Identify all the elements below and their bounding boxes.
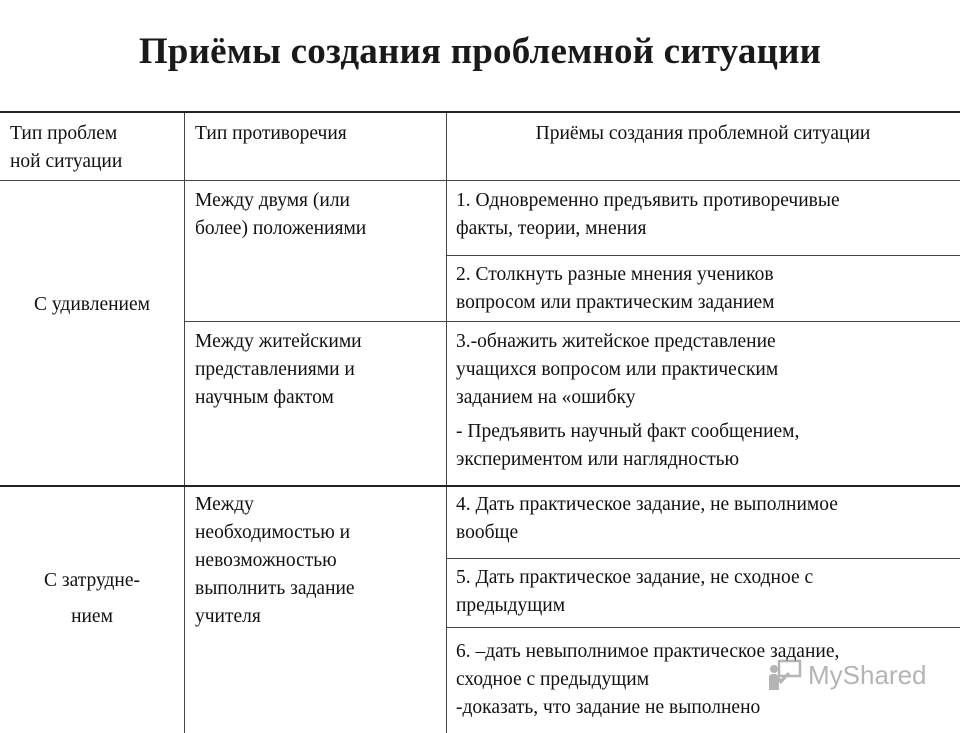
column-divider-1 — [184, 113, 185, 733]
header-row-divider — [0, 180, 960, 181]
presentation-person-icon — [768, 658, 802, 692]
header-cell-methods: Приёмы создания проблемной ситуации — [535, 123, 871, 144]
text-line: необходимостью и — [195, 522, 351, 543]
text-line: вопросом или практическим заданием — [456, 292, 775, 313]
text-line: представлениями и — [195, 359, 355, 380]
page-title: Приёмы создания проблемной ситуации — [138, 31, 822, 72]
text-line: вообще — [456, 522, 519, 543]
myshared-watermark — [768, 658, 927, 692]
method-row-divider — [446, 627, 960, 628]
method-cell-5 — [456, 564, 956, 620]
problem-type-surprise: С удивлением — [34, 294, 150, 315]
method-cell-3 — [456, 328, 956, 474]
text-line: нием — [71, 606, 113, 627]
text-line: выполнить задание — [195, 578, 355, 599]
contradiction-cell — [195, 187, 443, 243]
text-line: сходное с предыдущим — [456, 669, 650, 690]
text-line: -доказать, что задание не выполнено — [456, 697, 761, 718]
watermark-text: MyShared — [808, 659, 927, 690]
header-cell-problem-type — [10, 120, 182, 176]
text-line: 6. –дать невыполнимое практическое задание, — [456, 641, 840, 662]
text-line: учителя — [195, 606, 261, 627]
contradiction-cell — [195, 328, 443, 412]
text-line: 1. Одновременно предъявить противоречивые — [456, 190, 840, 211]
method-cell-4 — [456, 491, 956, 547]
header-cell-contradiction-type: Тип противоречия — [195, 123, 347, 144]
text-line: факты, теории, мнения — [456, 218, 647, 239]
column-divider-2 — [446, 113, 447, 733]
text-line: учащихся вопросом или практическим — [456, 359, 779, 380]
text-line: 4. Дать практическое задание, не выполнимое — [456, 494, 838, 515]
text-line: Между — [195, 494, 254, 515]
method-row-divider — [184, 321, 960, 322]
text-line: 3.-обнажить житейское представление — [456, 331, 776, 352]
methods-table — [0, 111, 960, 733]
text-line: - Предъявить научный факт сообщением, — [456, 421, 800, 442]
contradiction-cell — [195, 491, 443, 631]
header-text-line: Тип проблем — [10, 123, 118, 144]
problem-type-difficulty — [0, 563, 184, 635]
group-divider — [0, 485, 960, 487]
text-line: Между двумя (или — [195, 190, 350, 211]
text-line: невозможностью — [195, 550, 337, 571]
text-line: 2. Столкнуть разные мнения учеников — [456, 264, 774, 285]
text-line: научным фактом — [195, 387, 334, 408]
text-line: 5. Дать практическое задание, не сходное с — [456, 567, 814, 588]
method-row-divider — [446, 558, 960, 559]
text-line: С затрудне- — [43, 570, 140, 591]
method-cell-1 — [456, 187, 956, 243]
header-text-line: ной ситуации — [10, 151, 123, 172]
text-line: заданием на «ошибку — [456, 387, 636, 408]
text-line: экспериментом или наглядностью — [456, 449, 740, 470]
method-cell-2 — [456, 261, 956, 317]
text-line: более) положениями — [195, 218, 367, 239]
method-row-divider — [446, 255, 960, 256]
text-line: Между житейскими — [195, 331, 362, 352]
text-line: предыдущим — [456, 595, 566, 616]
